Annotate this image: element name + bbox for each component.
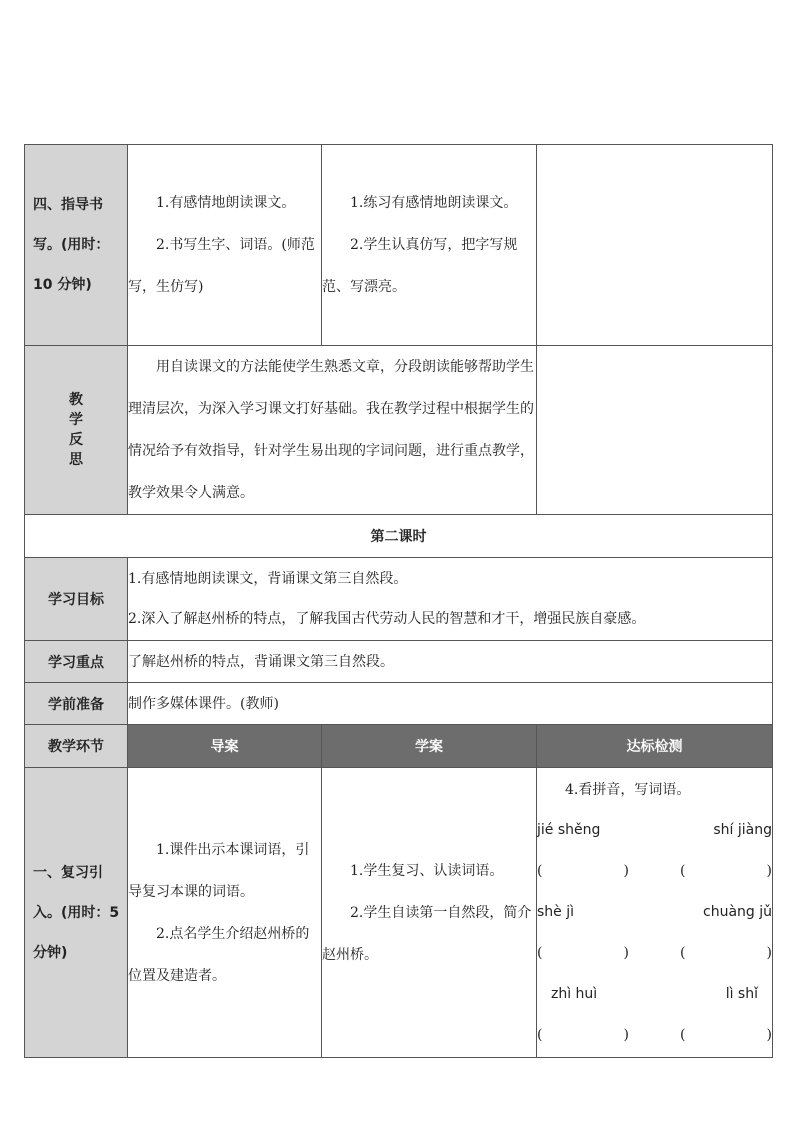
answer-blank: ( ) bbox=[680, 1026, 772, 1043]
section4-row bbox=[25, 145, 773, 346]
section4-guide-2: 2.书写生字、词语。(师范写，生仿写) bbox=[128, 237, 315, 295]
goals-row bbox=[25, 558, 773, 641]
goal-1: 1.有感情地朗读课文，背诵课文第三自然段。 bbox=[128, 571, 408, 587]
pinyin-3a: zhì huì bbox=[551, 985, 598, 1002]
col-header-stage: 教学环节 bbox=[25, 725, 128, 768]
lesson-plan-table bbox=[24, 144, 773, 1058]
section1-guide-2: 2.点名学生介绍赵州桥的位置及建造者。 bbox=[128, 925, 310, 984]
section4-label-text: 四、指导书写。(用时：10 分钟) bbox=[33, 197, 110, 293]
focus-text: 了解赵州桥的特点，背诵课文第三自然段。 bbox=[128, 641, 773, 683]
goals-label: 学习目标 bbox=[25, 558, 128, 641]
focus-label: 学习重点 bbox=[25, 641, 128, 683]
section1-label bbox=[25, 768, 128, 1058]
pinyin-row-1 bbox=[537, 810, 772, 850]
prep-label: 学前准备 bbox=[25, 683, 128, 725]
answer-blank: ( ) bbox=[680, 862, 772, 879]
section4-guide-1: 1.有感情地朗读课文。 bbox=[156, 195, 296, 211]
reflection-text: 用自读课文的方法能使学生熟悉文章，分段朗读能够帮助学生理清层次，为深入学习课文打好基础。我在教学过程中根据学生的情况给予有效指导，针对学生易出现的字词问题，进行重点教学，教学效果令人满意。 bbox=[128, 359, 534, 501]
section4-study-2: 2.学生认真仿写，把字写规范、写漂亮。 bbox=[322, 237, 518, 295]
pinyin-2a: shè jì bbox=[537, 903, 575, 920]
section1-study-1: 1.学生复习、认读词语。 bbox=[350, 862, 504, 879]
pinyin-3b: lì shǐ bbox=[725, 985, 758, 1002]
goal-2: 2.深入了解赵州桥的特点，了解我国古代劳动人民的智慧和才干，增强民族自豪感。 bbox=[128, 611, 646, 627]
answer-blank: ( ) bbox=[680, 944, 772, 961]
answer-row-1 bbox=[537, 850, 772, 892]
section1-label-text: 一、复习引入。(用时：5 分钟) bbox=[33, 864, 120, 961]
pinyin-row-2 bbox=[537, 892, 772, 932]
answer-blank: ( ) bbox=[537, 1026, 629, 1043]
section4-study bbox=[322, 145, 537, 346]
answer-row-3 bbox=[537, 1014, 772, 1056]
section4-guide bbox=[128, 145, 322, 346]
reflection-empty bbox=[537, 346, 773, 515]
section1-guide bbox=[128, 768, 322, 1058]
col-header-guide: 导案 bbox=[128, 725, 322, 768]
reflection-label bbox=[25, 346, 128, 515]
prep-row bbox=[25, 683, 773, 725]
lesson2-title-row bbox=[25, 515, 773, 558]
section4-check bbox=[537, 145, 773, 346]
focus-row bbox=[25, 641, 773, 683]
pinyin-1a: jié shěng bbox=[537, 821, 601, 838]
columns-header-row bbox=[25, 725, 773, 768]
pinyin-row-3 bbox=[537, 974, 772, 1014]
answer-row-2 bbox=[537, 932, 772, 974]
section4-study-1: 1.练习有感情地朗读课文。 bbox=[350, 195, 518, 211]
col-header-study: 学案 bbox=[322, 725, 537, 768]
lesson2-title: 第二课时 bbox=[25, 515, 773, 558]
section1-row bbox=[25, 768, 773, 1058]
pinyin-1b: shí jiàng bbox=[713, 821, 772, 838]
prep-text: 制作多媒体课件。(教师) bbox=[128, 683, 773, 725]
section1-guide-1: 1.课件出示本课词语，引导复习本课的词语。 bbox=[128, 841, 310, 900]
col-header-check: 达标检测 bbox=[537, 725, 773, 768]
section4-label bbox=[25, 145, 128, 346]
reflection-label-text: 教学反思 bbox=[69, 392, 83, 468]
goals-cell bbox=[128, 558, 773, 641]
answer-blank: ( ) bbox=[537, 862, 629, 879]
reflection-text-cell bbox=[128, 346, 537, 515]
section1-check bbox=[537, 768, 773, 1058]
pinyin-2b: chuàng jǔ bbox=[703, 903, 772, 920]
answer-blank: ( ) bbox=[537, 944, 629, 961]
section1-study bbox=[322, 768, 537, 1058]
section1-study-2: 2.学生自读第一自然段，简介赵州桥。 bbox=[322, 904, 532, 963]
reflection-row bbox=[25, 346, 773, 515]
pinyin-task: 4.看拼音，写词语。 bbox=[565, 781, 691, 798]
